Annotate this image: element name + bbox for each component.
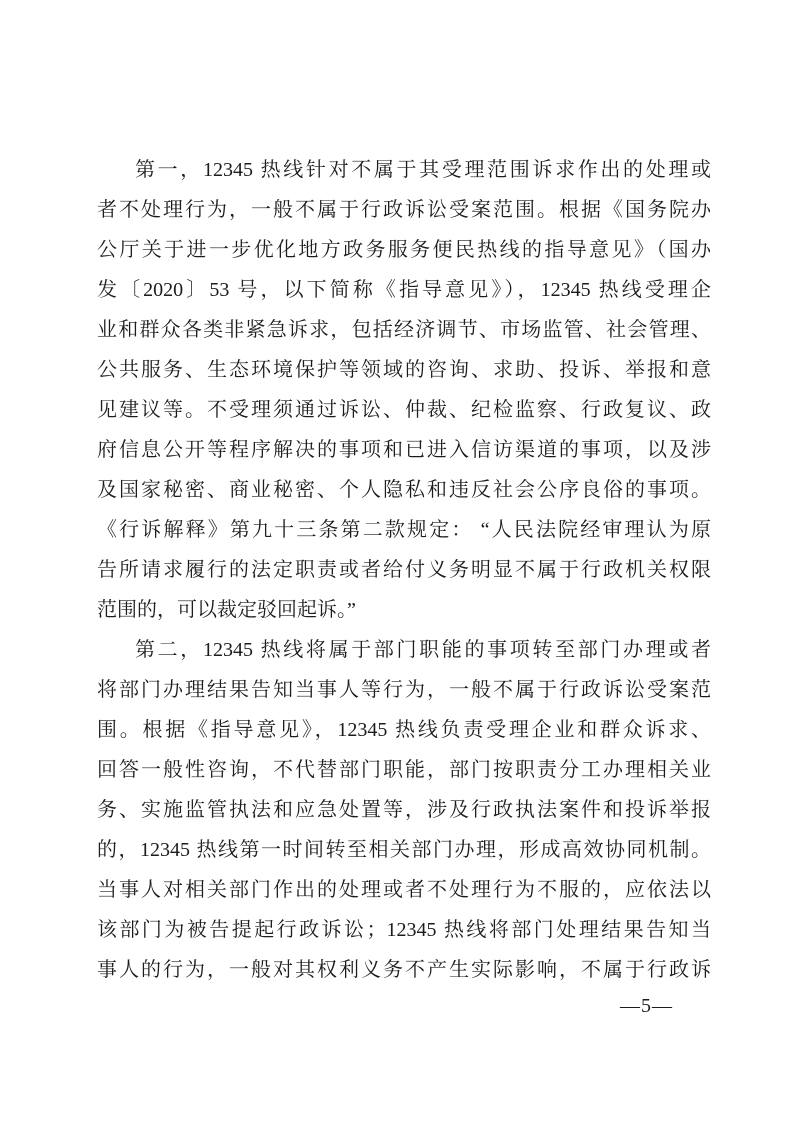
- text-line: 范围的，可以裁定驳回起诉。”: [97, 599, 356, 621]
- text-line: 回答一般性咨询，不代替部门职能，部门按职责分工办理相关业: [97, 759, 711, 781]
- text-line: 者不处理行为，一般不属于行政诉讼受案范围。根据《国务院办: [97, 199, 711, 221]
- text-line: 告所请求履行的法定职责或者给付义务明显不属于行政机关权限: [97, 559, 711, 581]
- text-line: 的，12345 热线第一时间转至相关部门办理，形成高效协同机制。: [97, 839, 711, 861]
- text-line: 将部门办理结果告知当事人等行为，一般不属于行政诉讼受案范: [97, 679, 711, 701]
- paragraph-1: [97, 150, 711, 630]
- text-line: 当事人对相关部门作出的处理或者不处理行为不服的，应依法以: [97, 879, 711, 901]
- text-line: 该部门为被告提起行政诉讼；12345 热线将部门处理结果告知当: [97, 919, 711, 941]
- text-line: 业和群众各类非紧急诉求，包括经济调节、市场监管、社会管理、: [97, 319, 711, 341]
- body-text: [97, 150, 711, 990]
- paragraph-2: [97, 630, 711, 990]
- text-line: 务、实施监管执法和应急处置等，涉及行政执法案件和投诉举报: [97, 799, 711, 821]
- text-line: 第二，12345 热线将属于部门职能的事项转至部门办理或者: [135, 639, 711, 661]
- text-line: 发〔2020〕53 号，以下简称《指导意见》），12345 热线受理企: [97, 279, 711, 301]
- text-line: 府信息公开等程序解决的事项和已进入信访渠道的事项，以及涉: [97, 439, 711, 461]
- text-line: 《行诉解释》第九十三条第二款规定： “人民法院经审理认为原: [97, 519, 711, 541]
- text-line: 第一，12345 热线针对不属于其受理范围诉求作出的处理或: [135, 159, 711, 181]
- text-line: 见建议等。不受理须通过诉讼、仲裁、纪检监察、行政复议、政: [97, 399, 711, 421]
- text-line: 公共服务、生态环境保护等领域的咨询、求助、投诉、举报和意: [97, 359, 711, 381]
- page-number: —5—: [620, 995, 673, 1017]
- text-line: 事人的行为，一般对其权利义务不产生实际影响，不属于行政诉: [97, 959, 711, 981]
- text-line: 及国家秘密、商业秘密、个人隐私和违反社会公序良俗的事项。: [97, 479, 711, 501]
- text-line: 围。根据《指导意见》，12345 热线负责受理企业和群众诉求、: [97, 719, 711, 741]
- text-line: 公厅关于进一步优化地方政务服务便民热线的指导意见》（国办: [97, 239, 711, 261]
